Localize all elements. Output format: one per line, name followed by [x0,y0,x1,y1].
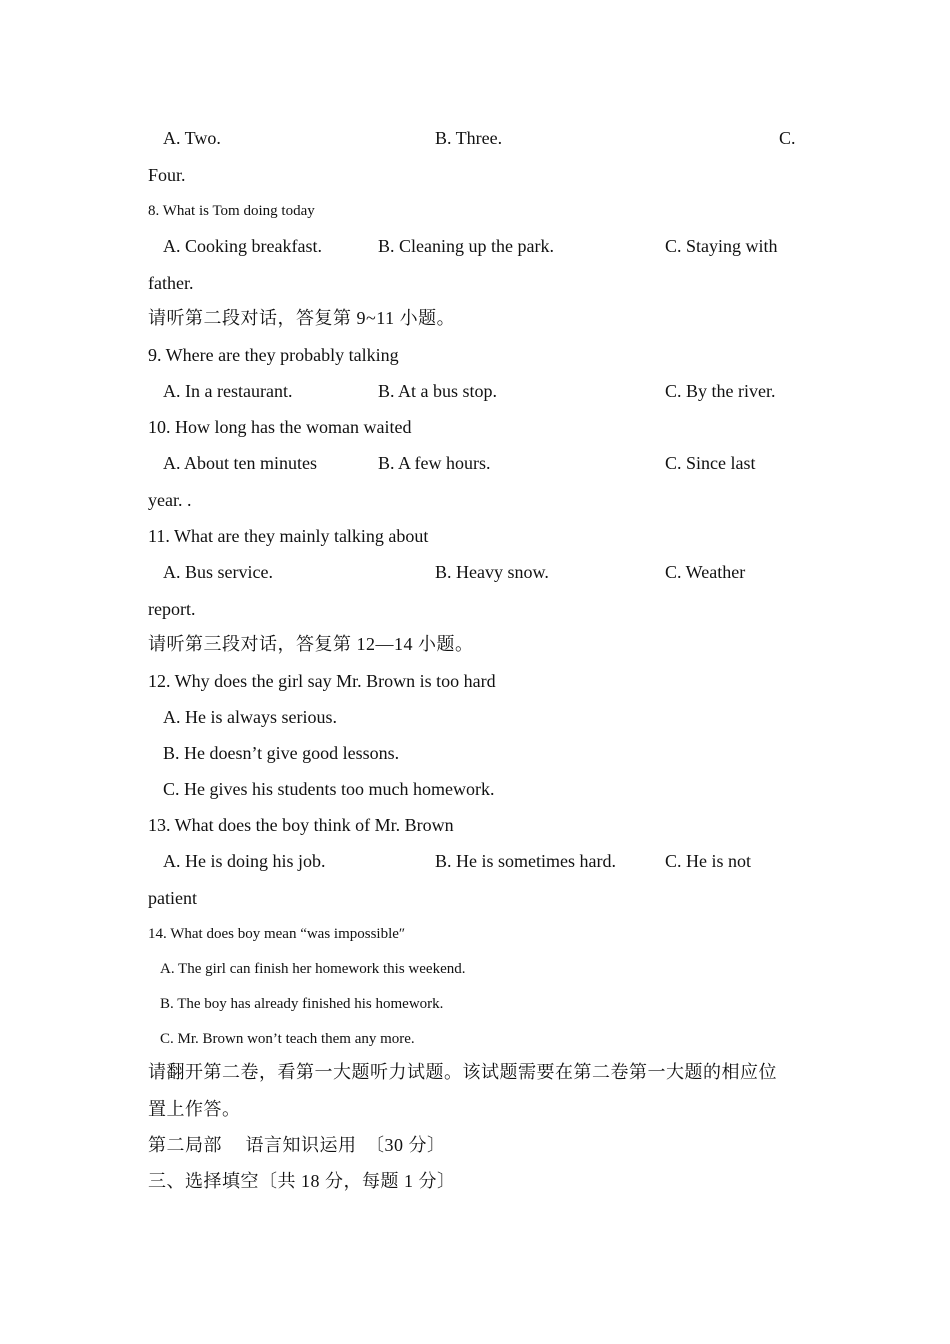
q7-option-c: C. [779,128,796,148]
q9-option-c: C. By the river. [665,381,776,401]
q13-option-a: A. He is doing his job. [163,851,326,871]
q13-option-b: B. He is sometimes hard. [435,851,616,871]
q8-option-b: B. Cleaning up the park. [378,236,554,256]
q13-option-c: C. He is not [665,851,752,871]
section3-heading: 三、选择填空〔共 18 分，每题 1 分〕 [148,1171,456,1191]
q11-option-c: C. Weather [665,562,746,582]
q11-option-b: B. Heavy snow. [435,562,549,582]
q10-option-a: A. About ten minutes [163,453,317,473]
q13-question: 13. What does the boy think of Mr. Brown [148,815,454,835]
part2-heading: 第二局部 语言知识运用 〔30 分〕 [148,1135,446,1155]
q14-option-a: A. The girl can finish her homework this weekend. [160,961,466,977]
q7-option-b: B. Three. [435,128,503,148]
turn-instruction-line1: 请翻开第二卷，看第一大题听力试题。该试题需要在第二卷第一大题的相应位 [148,1062,777,1082]
q9-question: 9. Where are they probably talking [148,345,399,365]
q14-option-b: B. The boy has already finished his homework. [160,996,444,1012]
q14-option-c: C. Mr. Brown won’t teach them any more. [160,1031,415,1047]
q8-question: 8. What is Tom doing today [148,203,315,219]
q8-option-c: C. Staying with [665,236,778,256]
q11-question: 11. What are they mainly talking about [148,526,429,546]
q13-option-c-continued: patient [148,888,197,908]
q9-option-b: B. At a bus stop. [378,381,498,401]
q12-option-c: C. He gives his students too much homework. [163,779,495,799]
q11-option-a: A. Bus service. [163,562,273,582]
q10-option-c: C. Since last [665,453,756,473]
q12-question: 12. Why does the girl say Mr. Brown is too hard [148,671,496,691]
q8-option-c-continued: father. [148,273,194,293]
q7-option-a: A. Two. [163,128,221,148]
q12-option-b: B. He doesn’t give good lessons. [163,743,400,763]
q11-option-c-continued: report. [148,599,196,619]
turn-instruction-line2: 置上作答。 [148,1099,241,1119]
q10-question: 10. How long has the woman waited [148,417,412,437]
q7-option-c-continued: Four. [148,165,186,185]
q12-option-a: A. He is always serious. [163,707,337,727]
q9-option-a: A. In a restaurant. [163,381,293,401]
q8-option-a: A. Cooking breakfast. [163,236,322,256]
q10-option-c-continued: year. . [148,490,192,510]
q10-option-b: B. A few hours. [378,453,491,473]
q14-question: 14. What does boy mean “was impossible″ [148,926,406,942]
section2-instruction: 请听第二段对话，答复第 9~11 小题。 [148,308,456,328]
section3-instruction: 请听第三段对话，答复第 12—14 小题。 [148,634,474,654]
